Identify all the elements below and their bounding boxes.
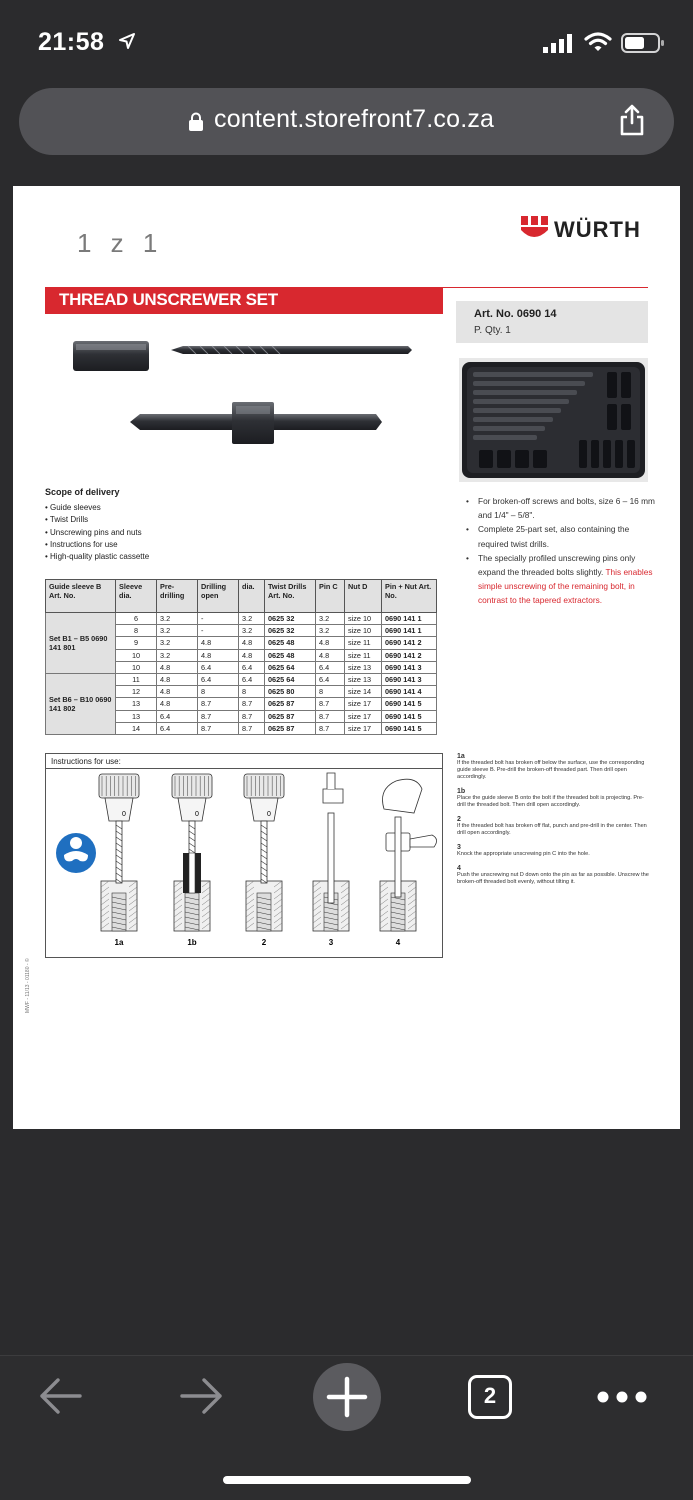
forward-arrow-icon[interactable] <box>178 1374 226 1418</box>
table-cell: 0625 48 <box>265 637 316 649</box>
table-cell: size 17 <box>345 710 382 722</box>
table-cell: 4.8 <box>157 673 198 685</box>
wurth-logo-icon <box>520 214 550 244</box>
table-cell: 0690 141 5 <box>382 698 437 710</box>
table-cell: - <box>198 625 239 637</box>
location-arrow-icon <box>118 32 136 50</box>
table-cell: 0625 64 <box>265 661 316 673</box>
table-cell: 8 <box>198 686 239 698</box>
step-number: 1a <box>457 753 465 760</box>
step-label: 4 <box>395 938 401 947</box>
table-cell: 4.8 <box>157 661 198 673</box>
url-text[interactable]: content.storefront7.co.za <box>214 105 495 133</box>
table-cell: 0690 141 1 <box>382 625 437 637</box>
step-label: 1b <box>187 938 197 947</box>
feature-item <box>466 551 656 608</box>
table-cell: 0625 87 <box>265 722 316 734</box>
table-cell: 3.2 <box>239 613 265 625</box>
column-header: Guide sleeve B Art. No. <box>46 580 116 613</box>
table-cell: 4.8 <box>316 649 345 661</box>
home-indicator[interactable] <box>223 1476 471 1484</box>
table-cell: 0625 64 <box>265 673 316 685</box>
chuck-marking: 0 <box>267 811 271 818</box>
scope-list <box>45 502 149 563</box>
step-number: 4 <box>457 865 461 872</box>
table-cell: 3.2 <box>157 637 198 649</box>
brand-name: WÜRTH <box>554 217 641 242</box>
table-cell: 6.4 <box>157 722 198 734</box>
step-number: 2 <box>457 816 461 823</box>
feature-text: For broken-off screws and bolts, size 6 – 16 mm and 1/4" – 5/8". <box>478 496 655 521</box>
table-cell: 8.7 <box>239 698 265 710</box>
back-arrow-icon[interactable] <box>36 1374 84 1418</box>
table-cell: 4.8 <box>198 637 239 649</box>
table-cell: 3.2 <box>157 649 198 661</box>
scope-heading: Scope of delivery <box>45 487 120 497</box>
step-label: 1a <box>114 938 124 947</box>
plus-icon <box>313 1363 381 1431</box>
table-cell: 13 <box>116 710 157 722</box>
table-cell: 0625 87 <box>265 698 316 710</box>
scope-item: • Guide sleeves <box>45 502 149 514</box>
table-cell: 4.8 <box>239 637 265 649</box>
table-cell: size 17 <box>345 722 382 734</box>
column-header: Nut D <box>345 580 382 613</box>
feature-text: The specially profiled unscrewing pins only expand the threaded bolts slightly. <box>478 552 636 578</box>
table-cell: 3.2 <box>157 625 198 637</box>
table-cell: 0690 141 4 <box>382 686 437 698</box>
table-cell: 0690 141 3 <box>382 661 437 673</box>
table-cell: 8.7 <box>316 698 345 710</box>
cellular-signal-icon <box>543 34 575 54</box>
column-header: Drilling open <box>198 580 239 613</box>
table-cell: 4.8 <box>239 649 265 661</box>
table-cell: 6.4 <box>198 673 239 685</box>
column-header: Pre-drilling <box>157 580 198 613</box>
table-cell: 3.2 <box>316 613 345 625</box>
scope-item: • Instructions for use <box>45 539 149 551</box>
specification-table <box>45 579 437 735</box>
table-cell: 10 <box>116 661 157 673</box>
table-cell: 0625 80 <box>265 686 316 698</box>
column-header: Pin C <box>316 580 345 613</box>
table-cell: size 11 <box>345 649 382 661</box>
table-cell: size 13 <box>345 673 382 685</box>
instruction-steps <box>457 753 652 886</box>
more-options-icon[interactable] <box>596 1390 648 1404</box>
clock: 21:58 <box>38 28 105 56</box>
table-cell: 0625 87 <box>265 710 316 722</box>
scope-item: • Unscrewing pins and nuts <box>45 527 149 539</box>
table-cell: 8 <box>316 686 345 698</box>
table-cell: 0690 141 3 <box>382 673 437 685</box>
step-text: Knock the appropriate unscrewing pin C into the hole. <box>457 851 590 857</box>
tab-count: 2 <box>483 1383 497 1408</box>
feature-highlight: This enables simple unscrewing of the remaining bolt, in contrast to the tapered extractors. <box>478 567 653 606</box>
title-divider <box>443 287 648 288</box>
table-cell: 9 <box>116 637 157 649</box>
table-cell: 0625 32 <box>265 613 316 625</box>
feature-item <box>466 522 656 550</box>
table-cell: size 10 <box>345 625 382 637</box>
step-number: 1b <box>457 788 466 795</box>
feature-item <box>466 494 656 522</box>
feature-list <box>466 494 656 608</box>
battery-icon <box>621 33 665 53</box>
table-cell: 11 <box>116 673 157 685</box>
new-tab-button[interactable] <box>313 1363 381 1431</box>
table-cell: 0690 141 5 <box>382 722 437 734</box>
tools-photo <box>68 336 418 466</box>
table-cell: 4.8 <box>198 649 239 661</box>
chuck-marking: 0 <box>195 811 199 818</box>
table-cell: 8.7 <box>316 722 345 734</box>
step-text: Place the guide sleeve B onto the bolt if the threaded bolt is projecting. Pre-drill the threaded bolt. Then drill open accordingly. <box>457 795 644 808</box>
table-cell: 0690 141 2 <box>382 649 437 661</box>
table-cell: 0690 141 2 <box>382 637 437 649</box>
scope-item: • Twist Drills <box>45 514 149 526</box>
instructions-heading: Instructions for use: <box>51 757 121 766</box>
wurth-logo <box>520 214 660 244</box>
column-header: Sleeve dia. <box>116 580 157 613</box>
column-header: dia. <box>239 580 265 613</box>
step-label: 3 <box>328 938 334 947</box>
step-number: 3 <box>457 844 461 851</box>
column-header: Pin + Nut Art. No. <box>382 580 437 613</box>
set-label-cell: Set B1 – B5 0690 141 801 <box>46 613 116 674</box>
table-cell: 14 <box>116 722 157 734</box>
table-row <box>46 613 437 625</box>
table-cell: 12 <box>116 686 157 698</box>
table-cell: 8 <box>239 686 265 698</box>
table-cell: 3.2 <box>316 625 345 637</box>
table-cell: 0690 141 5 <box>382 710 437 722</box>
share-icon[interactable] <box>618 103 646 137</box>
table-body <box>46 613 437 735</box>
table-cell: size 17 <box>345 698 382 710</box>
table-cell: size 10 <box>345 613 382 625</box>
table-cell: 8.7 <box>198 698 239 710</box>
table-cell: 10 <box>116 649 157 661</box>
article-number: Art. No. 0690 14 <box>474 308 557 320</box>
table-cell: 4.8 <box>157 698 198 710</box>
page-number: 1 z 1 <box>77 228 164 258</box>
table-cell: 6.4 <box>316 661 345 673</box>
table-cell: 3.2 <box>239 625 265 637</box>
table-cell: 6 <box>116 613 157 625</box>
table-cell: size 11 <box>345 637 382 649</box>
step-text: If the threaded bolt has broken off flat, punch and pre-drill in the center. Then drill open accordingly. <box>457 823 647 836</box>
scope-item: • High-quality plastic cassette <box>45 551 149 563</box>
table-cell: 6.4 <box>239 673 265 685</box>
table-cell: 4.8 <box>316 637 345 649</box>
table-cell: 8.7 <box>316 710 345 722</box>
table-header-row <box>46 580 437 613</box>
table-cell: 8.7 <box>198 710 239 722</box>
document-code: MWF - 11/13 - 01180 - © <box>25 958 31 1013</box>
chuck-marking: 0 <box>122 811 126 818</box>
table-cell: size 13 <box>345 661 382 673</box>
lock-icon <box>188 112 204 132</box>
wifi-icon <box>584 31 612 53</box>
document-page <box>13 186 680 1129</box>
package-quantity: P. Qty. 1 <box>474 325 511 336</box>
table-cell: 6.4 <box>316 673 345 685</box>
table-cell: 0690 141 1 <box>382 613 437 625</box>
table-cell: 13 <box>116 698 157 710</box>
table-cell: 8 <box>116 625 157 637</box>
table-cell: - <box>198 613 239 625</box>
table-cell: 6.4 <box>239 661 265 673</box>
table-cell: 0625 48 <box>265 649 316 661</box>
table-cell: 8.7 <box>239 722 265 734</box>
table-cell: 3.2 <box>157 613 198 625</box>
table-cell: 8.7 <box>198 722 239 734</box>
table-row <box>46 673 437 685</box>
step-text: Push the unscrewing nut D down onto the pin as far as possible. Unscrew the broken-off threaded bolt evenly, without tilting it. <box>457 872 649 885</box>
table-cell: 6.4 <box>198 661 239 673</box>
status-bar <box>0 0 693 86</box>
step-label: 2 <box>261 938 267 947</box>
feature-text: Complete 25-part set, also containing the required twist drills. <box>478 524 630 549</box>
tabs-button[interactable] <box>468 1375 512 1419</box>
table-cell: 4.8 <box>157 686 198 698</box>
table-cell: 6.4 <box>157 710 198 722</box>
table-cell: size 14 <box>345 686 382 698</box>
set-label-cell: Set B6 – B10 0690 141 802 <box>46 673 116 734</box>
instructions-panel <box>45 753 443 958</box>
instructions-illustration <box>46 769 442 957</box>
step-text: If the threaded bolt has broken off below the surface, use the corresponding guide sleeve B. Pre-drill the broken-off threaded part. Then drill open accordingly. <box>457 760 645 780</box>
product-title: THREAD UNSCREWER SET <box>59 290 278 309</box>
table-cell: 8.7 <box>239 710 265 722</box>
plastic-cassette-photo <box>459 358 648 482</box>
column-header: Twist Drills Art. No. <box>265 580 316 613</box>
table-cell: 0625 32 <box>265 625 316 637</box>
